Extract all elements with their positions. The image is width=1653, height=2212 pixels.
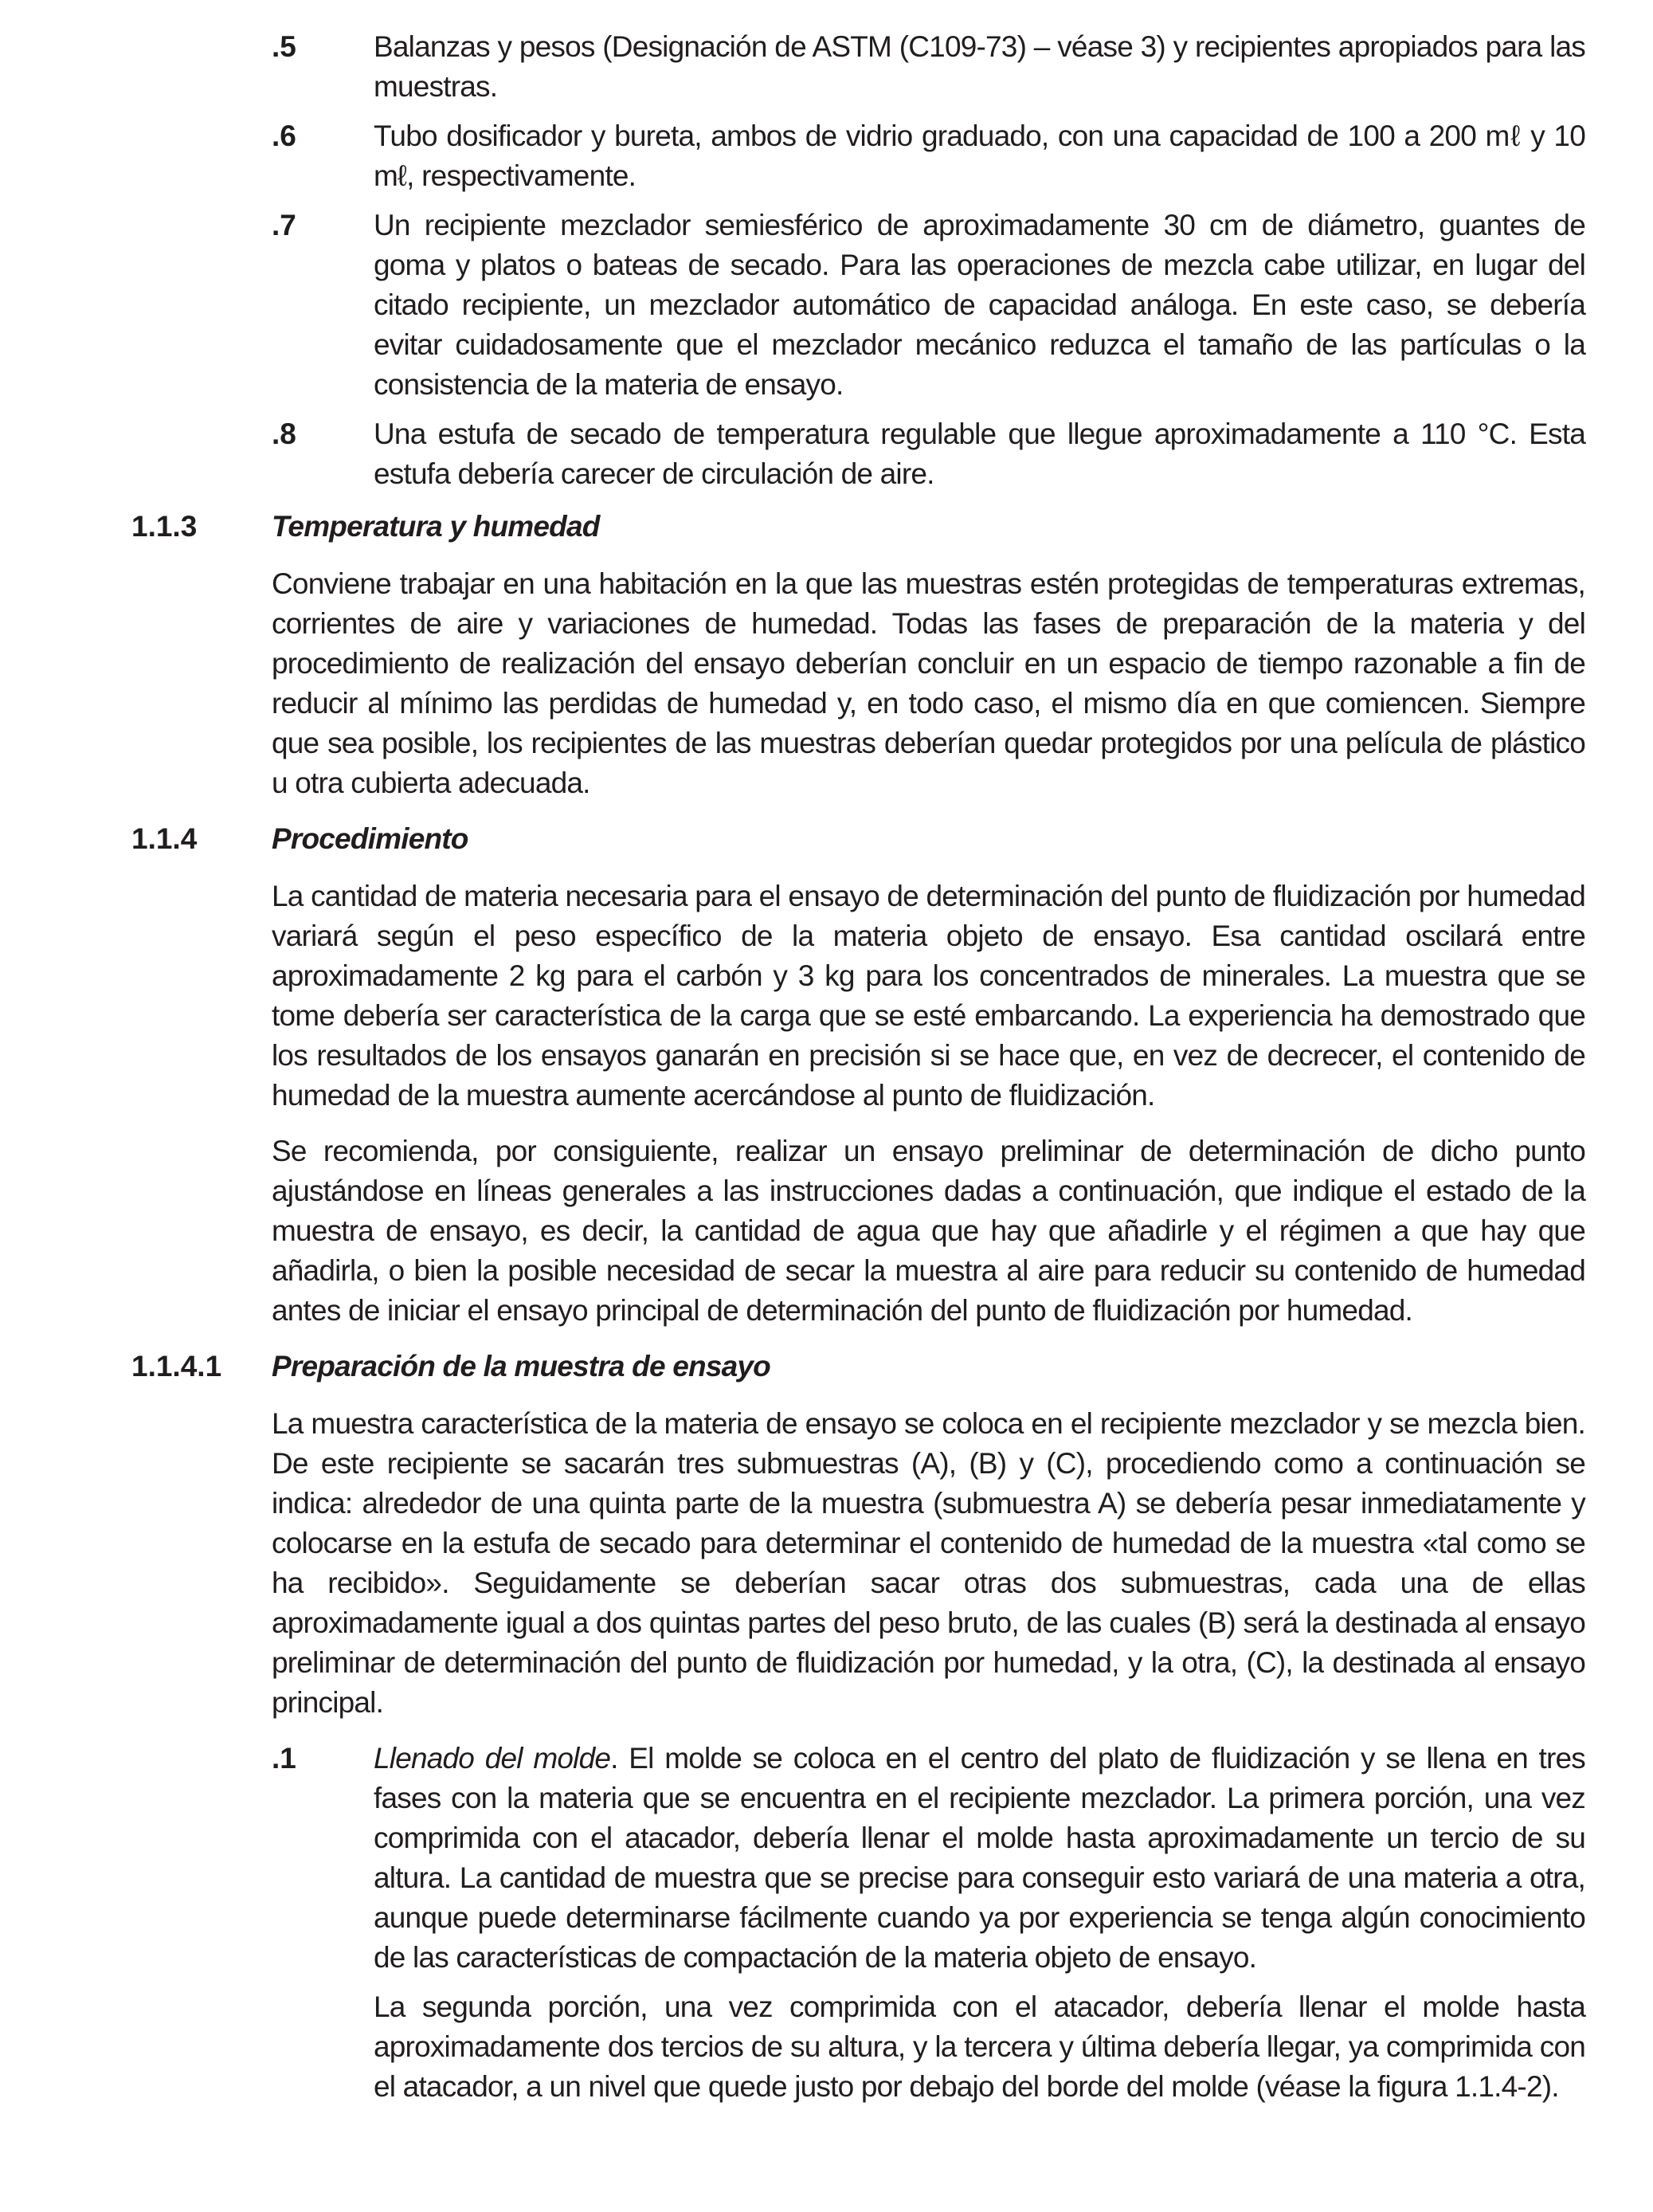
list-item-number: .6	[272, 120, 296, 152]
section-1-1-4-paragraph-2: Se recomienda, por consiguiente, realizar un ensayo preliminar de determinación de dicho punto ajustándose en líneas generales a las instrucciones dadas a continuación, que indique el estado de la muestra de ensayo, es decir, la cantidad de agua que hay que añadirle y el régimen a que hay que añadirla, o bien la posible necesidad de secar la muestra al aire para reducir su contenido de humedad antes de iniciar el ensayo principal de determinación del punto de fluidización por humedad.	[272, 1135, 1585, 1327]
list-item-text: Una estufa de secado de temperatura regulable que llegue aproximadamente a 110 °C. Esta estufa debería carecer de circulación de aire.	[374, 418, 1585, 490]
list-item-7	[272, 206, 1585, 405]
list-item-text: Tubo dosificador y bureta, ambos de vidrio graduado, con una capacidad de 100 a 200 mℓ y 10 mℓ, respectivamente.	[374, 120, 1585, 192]
list-item-text: Balanzas y pesos (Designación de ASTM (C109-73) – véase 3) y recipientes apropiados para las muestras.	[374, 30, 1585, 103]
section-heading-1-1-4	[131, 819, 1585, 859]
section-heading-1-1-4-1	[131, 1347, 1585, 1386]
section-number: 1.1.4.1	[131, 1350, 222, 1382]
list-item-number: .8	[272, 418, 296, 450]
list-item-number: .7	[272, 209, 296, 241]
list-item-text: Un recipiente mezclador semiesférico de aproximadamente 30 cm de diámetro, guantes de goma y platos o bateas de secado. Para las operaciones de mezcla cabe utilizar, en lugar del citado recipiente, un mezclador automático de capacidad análoga. En este caso, se debería evitar cuidadosamente que el mezclador mecánico reduzca el tamaño de las partículas o la consistencia de la materia de ensayo.	[374, 209, 1585, 401]
section-number: 1.1.3	[131, 510, 198, 543]
section-title: Temperatura y humedad	[272, 510, 600, 543]
section-title: Procedimiento	[272, 822, 468, 855]
step-item-1	[272, 1739, 1585, 1978]
step-text	[374, 1739, 1585, 1978]
section-1-1-4-1-paragraph: La muestra característica de la materia de ensayo se coloca en el recipiente mezclador y se mezcla bien. De este recipiente se sacarán tres submuestras (A), (B) y (C), procediendo como a continuación se indica: alrededor de una quinta parte de la muestra (submuestra A) se debería pesar inmediatamente y colocarse en la estufa de secado para determinar el contenido de humedad de la muestra «tal como se ha recibido». Seguidamente se deberían sacar otras dos submuestras, cada una de ellas aproximadamente igual a dos quintas partes del peso bruto, de las cuales (B) será la destinada al ensayo preliminar de determinación del punto de fluidización por humedad, y la otra, (C), la destinada al ensayo principal.	[272, 1407, 1585, 1719]
list-item-5	[272, 27, 1585, 107]
section-heading-1-1-3	[131, 507, 1585, 547]
list-item-6	[272, 116, 1585, 196]
list-item-8	[272, 414, 1585, 494]
step-paragraph-2: La segunda porción, una vez comprimida con el atacador, debería llenar el molde hasta aproximadamente dos tercios de su altura, y la tercera y última debería llegar, ya comprimida con el atacador, a un nivel que quede justo por debajo del borde del molde (véase la figura 1.1.4-2).	[374, 1990, 1585, 2103]
section-1-1-3-paragraph: Conviene trabajar en una habitación en la que las muestras estén protegidas de temperaturas extremas, corrientes de aire y variaciones de humedad. Todas las fases de preparación de la materia y del procedimiento de realización del ensayo deberían concluir en un espacio de tiempo razonable a fin de reducir al mínimo las perdidas de humedad y, en todo caso, el mismo día en que comiencen. Siempre que sea posible, los recipientes de las muestras deberían quedar protegidos por una película de plástico u otra cubierta adecuada.	[272, 567, 1585, 799]
step-text-after-lead: . El molde se coloca en el centro del plato de fluidización y se llena en tres fases con la materia que se encuentra en el recipiente mezclador. La primera porción, una vez comprimida con el atacador, debería llenar el molde hasta aproximadamente un tercio de su altura. La cantidad de muestra que se precise para conseguir esto variará de una materia a otra, aunque puede determinarse fácilmente cuando ya por experiencia se tenga algún conocimiento de las características de compactación de la materia objeto de ensayo.	[374, 1742, 1585, 1974]
section-1-1-4-paragraph-1: La cantidad de materia necesaria para el ensayo de determinación del punto de fluidización por humedad variará según el peso específico de la materia objeto de ensayo. Esa cantidad oscilará entre aproximadamente 2 kg para el carbón y 3 kg para los concentrados de minerales. La muestra que se tome debería ser característica de la carga que se esté embarcando. La experiencia ha demostrado que los resultados de los ensayos ganarán en precisión si se hace que, en vez de decrecer, el contenido de humedad de la muestra aumente acercándose al punto de fluidización.	[272, 880, 1585, 1112]
list-item-number: .5	[272, 30, 296, 63]
section-title: Preparación de la muestra de ensayo	[272, 1350, 770, 1382]
step-number: .1	[272, 1742, 296, 1775]
step-lead-italic: Llenado del molde	[374, 1742, 611, 1775]
section-number: 1.1.4	[131, 822, 198, 855]
